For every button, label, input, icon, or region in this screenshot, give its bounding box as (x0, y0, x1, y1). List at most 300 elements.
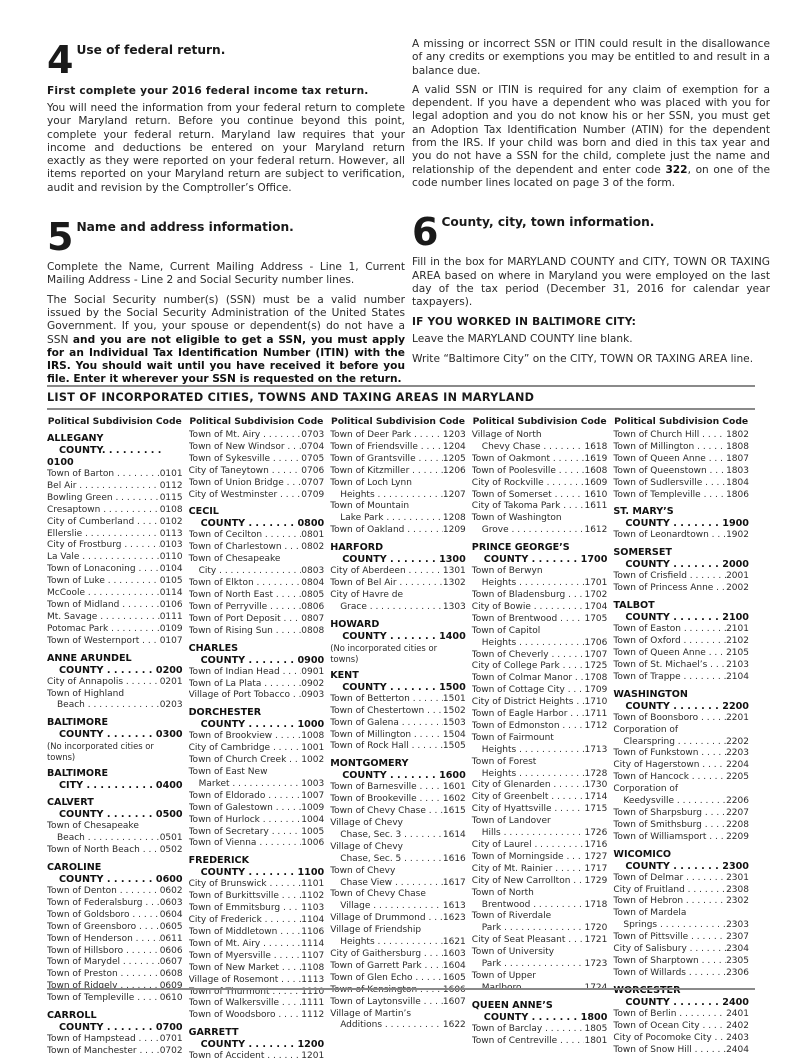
place-name: Village of North (471, 430, 542, 440)
list-item (613, 772, 749, 784)
list-item (189, 1010, 325, 1022)
list-item (330, 878, 466, 890)
place-name: Town of Riverdale (471, 911, 552, 922)
place-name: Town of Centreville . . . (472, 1036, 585, 1048)
place-code: 0611 (159, 933, 183, 944)
place-code: 1204 (442, 441, 466, 452)
place-code: 2205 (726, 772, 749, 783)
section-6-paragraph-3: Write “Baltimore City” on the CITY, TOWN OR TAXING AREA line. (412, 352, 754, 365)
place-code: 2302 (726, 896, 749, 907)
list-item (472, 864, 608, 876)
place-name: Town of East New (188, 767, 268, 778)
list-item (613, 1009, 749, 1021)
list-item (189, 791, 325, 803)
list-item (613, 636, 749, 648)
county-name: GARRETT (188, 1027, 239, 1039)
place-code: 1724 (584, 982, 608, 993)
county-name: ALLEGANY (47, 433, 104, 444)
place-code: 1001 (301, 743, 325, 754)
list-item (613, 885, 749, 897)
list-item (472, 745, 608, 757)
list-item (47, 957, 183, 969)
list-column-3 (330, 416, 472, 1063)
place-code: 0609 (159, 981, 183, 992)
place-code: 1106 (301, 927, 325, 937)
county-code: 1700 (580, 554, 608, 566)
place-code: 1604 (442, 960, 466, 971)
place-code: 0107 (159, 635, 183, 646)
place-name: Village of Chevy (330, 841, 403, 852)
place-name: Town of Eagle Harbor . . . (472, 709, 585, 721)
list-item (613, 932, 749, 944)
place-code: 0105 (159, 576, 183, 587)
county-code-line (189, 655, 325, 667)
place-name: Town of Queenstown . . . (613, 466, 726, 478)
county-code-line (330, 554, 466, 566)
list-item (613, 1021, 749, 1033)
bottom-divider (47, 988, 755, 990)
place-name: Town of Midland . . . (47, 600, 160, 612)
list-item (472, 501, 608, 513)
instructions-right-column (412, 38, 770, 372)
county-code-line (189, 518, 325, 530)
place-name: Town of Mt. Airy . . . (189, 939, 302, 951)
place-name: City of Mt. Rainier . . . (472, 864, 585, 876)
place-name: Corporation of (613, 784, 679, 795)
place-name: Town of Rising Sun . . . (189, 626, 302, 638)
place-code: 0806 (301, 601, 325, 612)
place-name: Town of Forest (471, 756, 537, 767)
list-item (47, 636, 183, 648)
county-name: CECIL (188, 506, 219, 518)
county-label: COUNTY . . . (342, 682, 439, 694)
list-item (330, 961, 466, 973)
county-code-line (47, 874, 183, 886)
list-item (613, 530, 749, 542)
place-code: 1007 (301, 790, 325, 801)
place-name: Town of Berlin . . . (613, 1009, 726, 1021)
list-item (472, 590, 608, 602)
place-name: Town of Bladensburg . . . (472, 590, 585, 602)
list-item (613, 873, 749, 885)
list-item (472, 828, 608, 840)
list-item (47, 833, 183, 845)
code-322: 322 (665, 163, 688, 176)
list-item (330, 985, 466, 997)
list-item (47, 898, 183, 910)
county-code: 0300 (155, 729, 183, 741)
list-item (189, 442, 325, 454)
place-code: 1712 (584, 720, 608, 731)
place-code: 2401 (726, 1008, 749, 1019)
place-name: City of Frostburg . . . (47, 540, 160, 552)
list-item (330, 806, 466, 818)
county-code: 1400 (439, 630, 466, 642)
list-column-4 (472, 416, 614, 1063)
place-code: 1205 (442, 453, 466, 464)
list-item (330, 602, 466, 614)
list-note: (No incorporated cities or towns) (47, 741, 154, 763)
county-label: COUNTY . . . (625, 559, 722, 571)
place-name: Town of Burkittsville . . . (189, 891, 302, 903)
place-code: 2203 (726, 748, 749, 759)
place-name: Town of Hillsboro . . . (47, 946, 160, 958)
county-label: COUNTY . . . (342, 770, 439, 782)
place-code: 0103 (159, 540, 183, 551)
place-code: 0704 (301, 441, 325, 452)
place-code: 1208 (442, 513, 466, 524)
place-name: Town of Washington (471, 513, 562, 524)
place-name: La Vale . . . (47, 552, 160, 564)
place-code: 2102 (726, 636, 749, 647)
place-code: 1801 (584, 1035, 608, 1046)
place-code: 1717 (584, 863, 608, 874)
place-name: Town of Myersville . . . (189, 951, 302, 963)
place-name: Town of Church Creek . . . (189, 755, 302, 767)
place-code: 1730 (584, 780, 608, 791)
place-name-continued: Heights . . . (340, 490, 443, 502)
place-name: Town of Bel Air . . . (330, 578, 443, 590)
list-item (472, 1036, 608, 1048)
place-code: 1729 (584, 875, 608, 886)
taxing-areas-list (47, 385, 755, 1063)
place-name: Town of Colmar Manor . . . (472, 673, 585, 685)
place-name: Town of Laytonsville . . . (330, 997, 443, 1009)
county-code: 2200 (722, 700, 749, 712)
list-item (330, 973, 466, 985)
place-name: Town of Princess Anne . . . (613, 583, 726, 595)
county-code: 0900 (297, 654, 325, 666)
place-name: Town of Sharptown . . . (613, 956, 726, 968)
place-name: Town of Grantsville . . . (330, 454, 443, 466)
place-name: Town of North Beach . . . (47, 845, 160, 857)
list-item (613, 820, 749, 832)
place-code: 1616 (442, 853, 466, 864)
list-note: (No incorporated cities or towns) (330, 642, 438, 664)
place-code: 1902 (726, 530, 749, 541)
place-name: Town of Barton . . . (47, 469, 160, 481)
place-name: Town of Union Bridge . . . (189, 478, 302, 490)
county-label: COUNTY . . . (484, 554, 581, 566)
section-number: 4 (47, 38, 73, 82)
county-label: CITY . . . (59, 780, 156, 792)
place-code: 2002 (726, 583, 749, 594)
place-code: 1723 (584, 959, 608, 970)
place-name: Town of Betterton . . . (330, 694, 443, 706)
section-title: Name and address information. (76, 220, 294, 235)
place-name: City of Cumberland . . . (47, 517, 160, 529)
place-name: City of Pocomoke City . . . (613, 1033, 726, 1045)
place-name: City of College Park . . . (472, 661, 585, 673)
county-code: 1100 (297, 867, 325, 879)
list-item (472, 650, 608, 662)
county-name: CARROLL (47, 1010, 97, 1022)
place-code: 0901 (301, 666, 325, 677)
list-item (613, 896, 749, 908)
list-item (189, 690, 325, 702)
section-title: County, city, town information. (441, 215, 655, 230)
county-code: 0100 (47, 457, 74, 468)
place-code: 1805 (584, 1023, 608, 1034)
place-code: 1706 (584, 637, 608, 648)
section-5-paragraph-1: Complete the Name, Current Mailing Address - Line 1, Current Mailing Address - Line 2 and Social Security number lines. (47, 261, 405, 287)
list-item (613, 466, 749, 478)
place-name-continued: Park . . . (482, 923, 585, 935)
place-name: Town of New Windsor . . . (189, 442, 302, 454)
place-name: Town of Queen Anne . . . (613, 648, 726, 660)
place-name: Town of Berwyn (471, 566, 543, 577)
place-name: Mt. Savage . . . (47, 612, 160, 624)
place-code: 0802 (301, 542, 325, 553)
county-name: WICOMICO (613, 848, 672, 860)
place-code: 1102 (301, 891, 325, 902)
place-name: Town of Galestown . . . (189, 803, 302, 815)
list-item (330, 525, 466, 537)
list-item (613, 748, 749, 760)
place-code: 0703 (301, 430, 325, 440)
list-item (472, 852, 608, 864)
place-code: 1608 (584, 465, 608, 476)
place-code: 1301 (442, 566, 466, 577)
list-item (189, 602, 325, 614)
place-code: 1718 (584, 899, 608, 910)
place-name: Town of Eldorado . . . (189, 791, 302, 803)
county-name: SOMERSET (613, 547, 672, 559)
itin-bold-text: and you are not eligible to get a SSN, you must apply for an Individual Tax Identification Number (ITIN) with the IRS. You should wait until you have received it before you file. Enter it wherever your SSN is requested on the return. (47, 333, 405, 386)
place-name-continued: Heights . . . (482, 578, 585, 590)
section-number: 6 (412, 210, 438, 255)
place-code: 1710 (584, 697, 608, 708)
place-code: 1006 (301, 838, 325, 849)
place-name: Town of Hancock . . . (613, 772, 726, 784)
place-name: Town of Cecilton . . . (189, 530, 302, 542)
place-name: City of Cambridge . . . (189, 743, 302, 755)
place-code: 1207 (442, 489, 466, 500)
list-item (189, 838, 325, 850)
place-name: Town of Greensboro . . . (47, 922, 160, 934)
place-code: 0114 (159, 588, 183, 599)
place-name: Town of Perryville . . . (189, 602, 302, 614)
place-name: Town of Templeville . . . (47, 993, 160, 1005)
place-code: 0106 (159, 599, 183, 610)
place-name: Town of Barclay . . . (472, 1024, 585, 1036)
place-code: 1609 (584, 477, 608, 488)
place-code: 1714 (584, 792, 608, 803)
baltimore-city-subhead: IF YOU WORKED IN BALTIMORE CITY: (412, 316, 637, 329)
place-name-continued: Heights . . . (482, 638, 585, 650)
place-name: Town of Landover (471, 816, 551, 827)
place-name: Town of Emmitsburg . . . (189, 903, 302, 915)
list-item (47, 969, 183, 981)
list-item (47, 612, 183, 624)
county-code-line (189, 719, 325, 731)
place-name: Town of Mountain (330, 501, 410, 512)
place-code: 0115 (159, 492, 183, 503)
place-name: Ellerslie . . . (47, 529, 160, 541)
place-code: 1622 (442, 1020, 466, 1031)
place-code: 1709 (584, 685, 608, 696)
place-name: Town of Glen Echo . . . (330, 973, 443, 985)
list-item (47, 588, 183, 600)
place-code: 0707 (301, 477, 325, 488)
section-5-heading (47, 215, 405, 260)
list-item (613, 442, 749, 454)
list-item (189, 626, 325, 638)
county-code-line (47, 780, 183, 792)
place-name: City of District Heights . . . (472, 697, 585, 709)
place-code: 1614 (442, 829, 466, 840)
place-code: 2403 (726, 1032, 749, 1043)
list-item (189, 454, 325, 466)
place-code: 1702 (584, 589, 608, 600)
place-name: Village of Friendship (330, 925, 422, 936)
place-name: Town of Hebron . . . (613, 896, 726, 908)
list-item (613, 583, 749, 595)
list-item (613, 808, 749, 820)
place-name: Town of Deer Park . . . (330, 430, 443, 442)
place-code: 1705 (584, 613, 608, 624)
place-code: 1113 (301, 974, 325, 985)
place-name: Cresaptown . . . (47, 505, 160, 517)
place-name: Bel Air . . . (47, 481, 160, 493)
county-label: COUNTY . . . (59, 729, 156, 741)
column-header: Political Subdivision Code (614, 416, 749, 427)
county-code-line (613, 861, 749, 873)
county-code: 0800 (297, 518, 325, 530)
place-name: Town of University (471, 947, 555, 958)
list-item (189, 542, 325, 554)
place-name: Town of Leonardtown . . . (613, 530, 726, 542)
place-name: Town of Kensington . . . (330, 985, 443, 997)
place-code: 2303 (726, 920, 749, 931)
place-name: Town of Port Deposit . . . (189, 614, 302, 626)
list-item (330, 1020, 466, 1032)
section-title: Use of federal return. (76, 43, 226, 57)
list-column-1 (47, 416, 189, 1063)
place-code: 1103 (301, 903, 325, 914)
place-name: Town of Fairmount (471, 732, 554, 743)
list-item (613, 571, 749, 583)
place-name: Town of Chestertown . . . (330, 706, 443, 718)
place-code: 1201 (301, 1051, 325, 1062)
place-name: Town of Templeville . . . (613, 490, 726, 502)
list-item (613, 968, 749, 980)
county-code-line (47, 809, 183, 821)
county-label: COUNTY . . . (625, 518, 722, 530)
place-name: Town of Boonsboro . . . (613, 713, 726, 725)
place-code: 1619 (584, 453, 608, 464)
section-number: 5 (47, 215, 73, 260)
county-label: COUNTY . . . (201, 518, 298, 530)
place-name: Town of New Market . . . (189, 963, 302, 975)
place-name: Town of Hampstead . . . (47, 1034, 160, 1046)
place-code: 2001 (726, 571, 749, 582)
list-item (47, 529, 183, 541)
section-5-paragraph-2 (47, 294, 405, 387)
list-item (47, 540, 183, 552)
list-item (330, 466, 466, 478)
list-item (330, 913, 466, 925)
place-name: City of Laurel . . . (472, 840, 585, 852)
county-name: QUEEN ANNE’S (471, 999, 553, 1011)
list-item (47, 700, 183, 712)
place-name: Town of Somerset . . . (472, 490, 585, 502)
place-name-continued: Clearspring . . . (623, 737, 726, 749)
place-name-continued: Chase, Sec. 3 . . . (340, 830, 443, 842)
place-code: 0902 (301, 678, 325, 689)
county-code-line (613, 997, 749, 1009)
place-code: 1707 (584, 649, 608, 660)
place-code: 2103 (726, 659, 749, 670)
list-item (189, 815, 325, 827)
place-code: 1606 (442, 984, 466, 995)
list-item (189, 679, 325, 691)
place-name: Town of Oxford . . . (613, 636, 726, 648)
place-code: 2304 (726, 944, 749, 955)
place-name: Town of Federalsburg . . . (47, 898, 160, 910)
list-item (47, 993, 183, 1005)
list-item (189, 1051, 325, 1063)
place-name: Town of Manchester . . . (47, 1046, 160, 1058)
place-name-continued: Heights . . . (482, 769, 585, 781)
county-code: 0600 (155, 874, 183, 886)
place-name-continued: Beach . . . (57, 833, 160, 845)
place-name-continued: Chevy Chase . . . (482, 442, 585, 454)
place-name: City of Annapolis . . . (47, 677, 160, 689)
place-name: Town of Charlestown . . . (189, 542, 302, 554)
county-code-line (472, 1012, 608, 1024)
list-item (47, 910, 183, 922)
list-item (472, 602, 608, 614)
list-item (472, 721, 608, 733)
place-name: Town of Woodsboro . . . (189, 1010, 302, 1022)
list-item (47, 946, 183, 958)
list-item (472, 1024, 608, 1036)
place-name: Town of Rock Hall . . . (330, 741, 443, 753)
county-name: CALVERT (47, 797, 94, 809)
place-code: 0102 (159, 516, 183, 527)
place-name: Town of Loch Lynn (330, 477, 412, 488)
list-item (472, 780, 608, 792)
place-code: 0203 (159, 700, 183, 711)
list-item (189, 927, 325, 939)
place-name-continued: Additions . . . (340, 1020, 443, 1032)
place-name: Town of Morningside . . . (472, 852, 585, 864)
column-header: Political Subdivision Code (330, 416, 465, 427)
county-label: COUNTY . . . (201, 867, 298, 879)
list-item (189, 466, 325, 478)
place-code: 1623 (442, 913, 466, 924)
list-item (189, 891, 325, 903)
county-code: 2000 (722, 559, 749, 571)
place-name: Town of La Plata . . . (189, 679, 302, 691)
place-code: 0603 (159, 897, 183, 908)
place-name: Village of Drummond . . . (330, 913, 443, 925)
list-item (189, 975, 325, 987)
county-name: MONTGOMERY (330, 758, 409, 770)
list-item (613, 956, 749, 968)
place-name: Town of Thurmont . . . (189, 987, 302, 999)
place-code: 1806 (726, 489, 749, 500)
place-name: Town of Crisfield . . . (613, 571, 726, 583)
list-item (472, 638, 608, 650)
list-column-5 (613, 416, 755, 1063)
list-item (47, 481, 183, 493)
place-code: 0702 (159, 1046, 183, 1056)
place-code: 0807 (301, 613, 325, 624)
list-item (189, 803, 325, 815)
place-name: Town of Oakland . . . (330, 525, 443, 537)
